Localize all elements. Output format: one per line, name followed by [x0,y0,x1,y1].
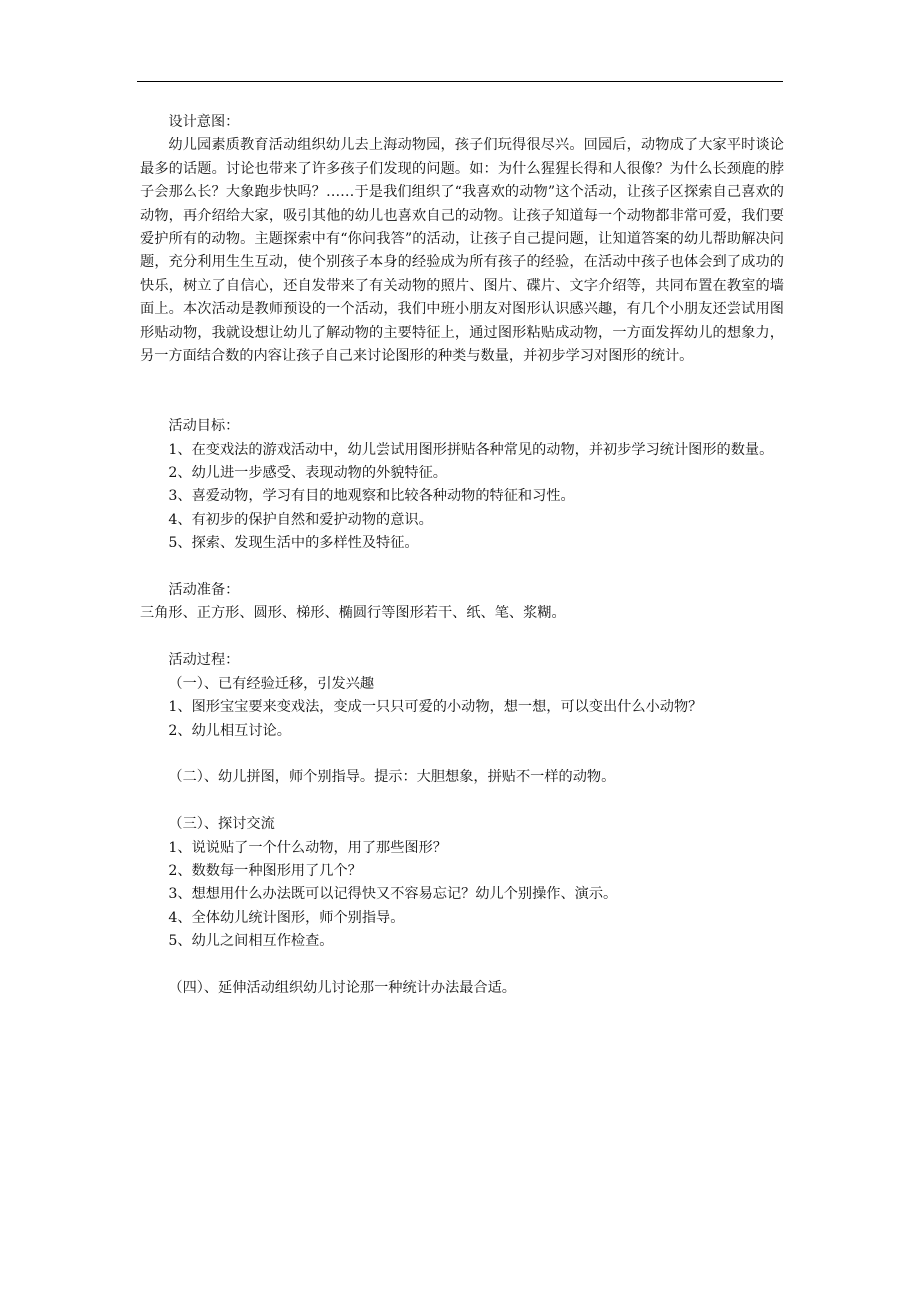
goal-item: 2、幼儿进一步感受、表现动物的外貌特征。 [168,465,447,482]
step-item: 1、说说贴了一个什么动物，用了那些图形？ [168,839,447,856]
step-item: 1、图形宝宝要来变戏法，变成一只只可爱的小动物，想一想，可以变出什么小动物？ [168,699,703,716]
step-item: 2、幼儿相互讨论。 [168,722,291,739]
spacer [140,954,784,977]
spacer [140,790,784,813]
design-paragraph: 幼儿园素质教育活动组织幼儿去上海动物园，孩子们玩得很尽兴。回园后，动物成了大家平时谈论最多的话题。讨论也带来了许多孩子们发现的问题。如：为什么猩猩长得和人很像？为什么长颈鹿的脖子会那么长？大象跑步快吗？……于是我们组织了“我喜欢的动物”这个活动，让孩子区探索自己喜欢的动物，再介绍给大家，吸引其他的幼儿也喜欢自己的动物。让孩子知道每一个动物都非常可爱，我们要爱护所有的动物。主题探索中有“你问我答”的活动，让孩子自己提问题，让知道答案的幼儿帮助解决问题，充分利用生生互动，使个别孩子本身的经验成为所有孩子的经验，在活动中孩子也体会到了成功的快乐，树立了自信心，还自发带来了有关动物的照片、图片、碟片、文字介绍等，共同布置在教室的墙面上。本次活动是教师预设的一个活动，我们中班小朋友对图形认识感兴趣，有几个小朋友还尝试用图形贴动物，我就设想让幼儿了解动物的主要特征上，通过图形粘贴成动物，一方面发挥幼儿的想象力，另一方面结合数的内容让孩子自己来讨论图形的种类与数量，并初步学习对图形的统计。 [140,137,784,365]
prep-heading: 活动准备： [168,582,240,599]
goals-heading: 活动目标： [168,418,240,435]
spacer [140,743,784,766]
goal-item: 5、探索、发现生活中的多样性及特征。 [168,535,419,552]
step-item: 5、幼儿之间相互作检查。 [168,933,334,950]
goal-item: 1、在变戏法的游戏活动中，幼儿尝试用图形拼贴各种常见的动物，并初步学习统计图形的数量。 [168,441,774,458]
prep-text: 三角形、正方形、圆形、梯形、椭圆行等图形若干、纸、笔、浆糊。 [140,605,566,622]
spacer [140,392,784,415]
step-title: （一）、已有经验迁移，引发兴趣 [168,675,375,692]
step-item: 2、数数每一种图形用了几个？ [168,862,362,879]
step-title: （三）、探讨交流 [168,816,275,833]
document-body [140,111,784,1000]
step-item: 4、全体幼儿统计图形，师个别指导。 [168,909,405,926]
step-title: （二）、幼儿拼图，师个别指导。提示：大胆想象，拼贴不一样的动物。 [168,769,616,786]
spacer [140,368,784,391]
spacer [140,626,784,649]
goal-item: 4、有初步的保护自然和爱护动物的意识。 [168,511,433,528]
step-item: 3、想想用什么办法既可以记得快又不容易忘记？幼儿个别操作、演示。 [168,886,618,903]
header-rule [137,81,783,82]
design-heading: 设计意图： [168,114,240,130]
step-title: （四）、延伸活动组织幼儿讨论那一种统计办法最合适。 [168,979,516,996]
spacer [140,556,784,579]
process-heading: 活动过程： [168,652,240,669]
goal-item: 3、喜爱动物，学习有目的地观察和比较各种动物的特征和习性。 [168,488,575,505]
